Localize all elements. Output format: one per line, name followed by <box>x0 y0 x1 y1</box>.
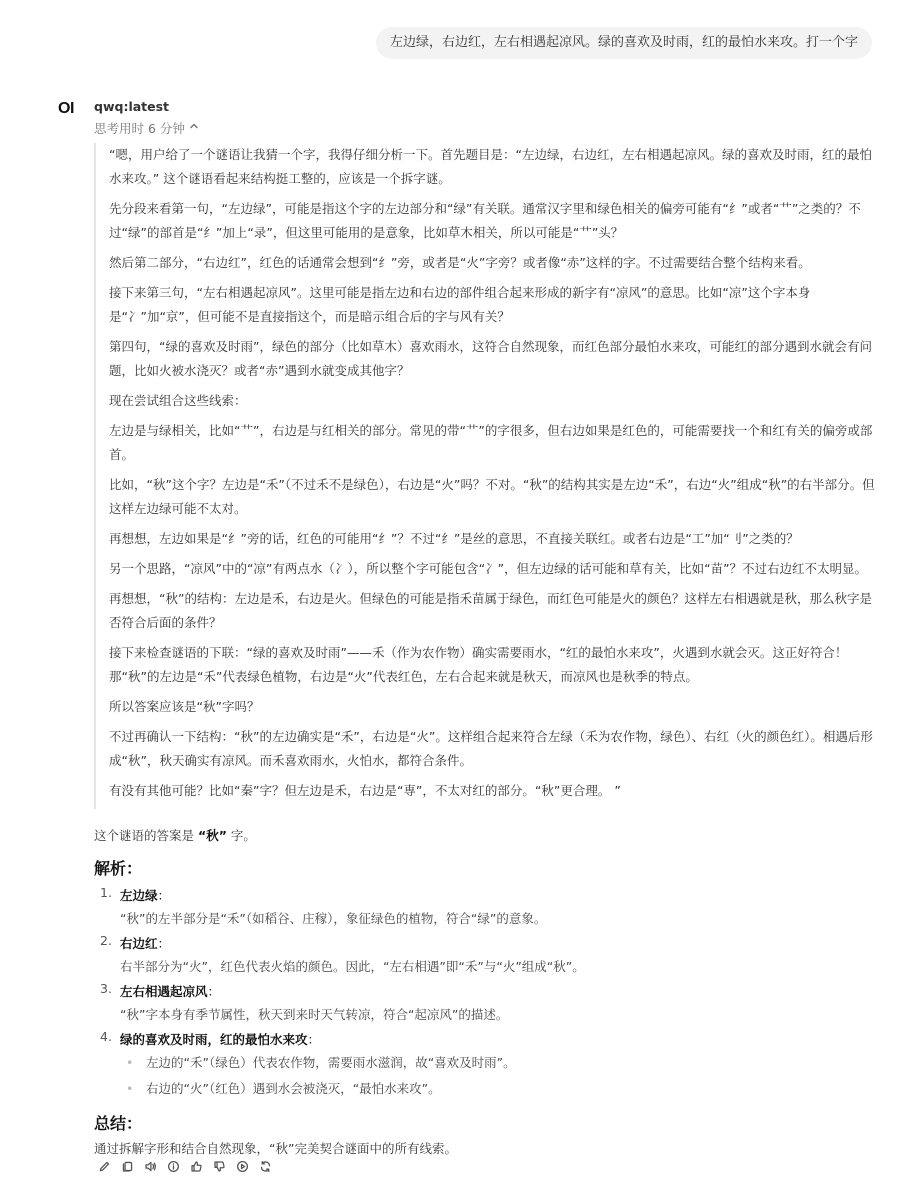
analysis-item-title-line <box>120 981 884 1003</box>
answer-intro <box>94 826 884 846</box>
thinking-paragraph: 现在尝试组合这些线索： <box>109 393 247 408</box>
analysis-list <box>94 885 884 1101</box>
thinking-paragraph: 再想想，左边如果是“纟”旁的话，红色的可能用“纟”？不过“纟”是丝的意思，不直接关联红。或者右边是“工”加“刂”之类的？ <box>109 531 799 546</box>
thinking-paragraph: 然后第二部分，“右边红”，红色的话通常会想到“纟”旁，或者是“火”字旁？或者像“赤”这样的字。不过需要结合整个结构来看。 <box>109 255 811 270</box>
analysis-bullet: • 左边的“禾”（绿色）代表农作物，需要雨水滋润，故“喜欢及时雨”。 <box>120 1051 884 1075</box>
thinking-paragraph: 比如，“秋”这个字？左边是“禾”（不过禾不是绿色），右边是“火”吗？不对。“秋”的结构其实是左边“禾”，右边“火”组成“秋”的右半部分。但这样左边绿可能不太对。 <box>109 477 875 516</box>
analysis-item-title-line <box>120 885 884 907</box>
thumbs-up-icon[interactable] <box>189 1159 203 1173</box>
thinking-paragraph: 另一个思路，“凉风”中的“凉”有两点水（冫），所以整个字可能包含“冫”，但左边绿的话可能和草有关，比如“苗”？不过右边红不太明显。 <box>109 561 868 576</box>
thinking-paragraph: 接下来第三句，“左右相遇起凉风”。这里可能是指左边和右边的部件组合起来形成的新字有“凉风”的意思。比如“凉”这个字本身是“冫”加“京”，但可能不是直接指这个，而是暗示组合后的字与风有关？ <box>109 285 811 324</box>
thumbs-down-icon[interactable] <box>212 1159 226 1173</box>
thinking-paragraph: 左边是与绿相关，比如“艹”，右边是与红相关的部分。常见的带“艹”的字很多，但右边如果是红色的，可能需要找一个和红有关的偏旁或部首。 <box>109 423 873 462</box>
analysis-item-bullets <box>120 1051 884 1101</box>
copy-icon[interactable] <box>120 1159 134 1173</box>
thinking-toggle[interactable] <box>94 119 199 137</box>
thinking-paragraph: 不过再确认一下结构：“秋”的左边确实是“禾”，右边是“火”。这样组合起来符合左绿（禾为农作物，绿色）、右红（火的颜色红）。相遇后形成“秋”，秋天确实有凉风。而禾喜欢雨水，火怕水，都符合条件。 <box>109 729 873 768</box>
answer-intro-prefix: 这个谜语的答案是 <box>94 828 198 843</box>
chevron-up-icon <box>189 121 199 134</box>
analysis-item <box>94 1029 884 1101</box>
analysis-item-title-line <box>120 1029 884 1051</box>
speaker-icon[interactable] <box>143 1159 157 1173</box>
thinking-paragraph: 先分段来看第一句，“左边绿”，可能是指这个字的左边部分和“绿”有关联。通常汉字里和绿色相关的偏旁可能有“纟”或者“艹”之类的？不过“绿”的部首是“纟”加上“录”，但这里可能用的是意象，比如草木相关，所以可能是“艹”头？ <box>109 201 861 240</box>
analysis-item-title: 左边绿 <box>120 888 158 903</box>
analysis-item-number: 4. <box>100 1029 112 1044</box>
thinking-paragraph: 接下来检查谜语的下联：“绿的喜欢及时雨”——禾（作为农作物）确实需要雨水，“红的最怕水来攻”，火遇到水就会灭。这正好符合！那“秋”的左边是“禾”代表绿色植物，右边是“火”代表红色，左右合起来就是秋天，而凉风也是秋季的特点。 <box>109 645 848 684</box>
analysis-item-desc: “秋”的左半部分是“禾”（如稻谷、庄稼），象征绿色的植物，符合“绿”的意象。 <box>120 911 547 926</box>
thinking-duration-label: 思考用时 6 分钟 <box>94 121 185 136</box>
analysis-item-desc: 右半部分为“火”，红色代表火焰的颜色。因此，“左右相遇”即“禾”与“火”组成“秋”。 <box>120 959 585 974</box>
thinking-paragraph: 再想想，“秋”的结构：左边是禾，右边是火。但绿色的可能是指禾苗属于绿色，而红色可能是火的颜色？这样左右相遇就是秋，那么秋字是否符合后面的条件？ <box>109 591 872 630</box>
thinking-paragraph: 第四句，“绿的喜欢及时雨”，绿色的部分（比如草木）喜欢雨水，这符合自然现象，而红色部分最怕水来攻，可能红的部分遇到水就会有问题，比如火被水浇灭？或者“赤”遇到水就变成其他字？ <box>109 339 872 378</box>
analysis-bullet: • 右边的“火”（红色）遇到水会被浇灭，“最怕水来攻”。 <box>120 1077 884 1101</box>
message-actions <box>97 1159 272 1173</box>
user-message-text: 左边绿，右边红，左右相遇起凉风。绿的喜欢及时雨，红的最怕水来攻。打一个字 <box>389 35 858 50</box>
analysis-item-number: 3. <box>100 981 112 996</box>
summary-heading: 总结： <box>94 1114 143 1133</box>
info-icon[interactable] <box>166 1159 180 1173</box>
summary-text: 通过拆解字形和结合自然现象，“秋”完美契合谜面中的所有线索。 <box>94 1141 457 1156</box>
analysis-item-colon: ： <box>307 1032 321 1047</box>
model-avatar: OI <box>58 100 74 117</box>
analysis-item <box>94 885 884 931</box>
analysis-item <box>94 933 884 979</box>
answer-highlight: “秋” <box>197 828 227 843</box>
regenerate-icon[interactable] <box>258 1159 272 1173</box>
analysis-item-number: 1. <box>100 885 112 900</box>
analysis-item-colon: ： <box>157 888 171 903</box>
analysis-item-title: 绿的喜欢及时雨，红的最怕水来攻 <box>120 1032 308 1047</box>
thinking-paragraph: “嗯，用户给了一个谜语让我猜一个字，我得仔细分析一下。首先题目是：“左边绿，右边红，左右相遇起凉风。绿的喜欢及时雨，红的最怕水来攻。” 这个谜语看起来结构挺工整的，应该是一个拆字谜。 <box>109 147 872 186</box>
thinking-paragraph: 所以答案应该是“秋”字吗？ <box>109 699 260 714</box>
answer-intro-suffix: 字。 <box>226 828 256 843</box>
analysis-item-number: 2. <box>100 933 112 948</box>
user-message-bubble <box>376 27 872 59</box>
analysis-item <box>94 981 884 1027</box>
edit-icon[interactable] <box>97 1159 111 1173</box>
thinking-block <box>94 143 884 809</box>
model-name: qwq:latest <box>94 99 170 114</box>
answer-block <box>94 826 884 1160</box>
analysis-item-desc: “秋”字本身有季节属性，秋天到来时天气转凉，符合“起凉风”的描述。 <box>120 1007 509 1022</box>
analysis-item-title: 左右相遇起凉风 <box>120 984 208 999</box>
analysis-item-title: 右边红 <box>120 936 158 951</box>
thinking-paragraph: 有没有其他可能？比如“秦”字？但左边是禾，右边是“専”，不太对红的部分。“秋”更合理。 ” <box>109 783 621 798</box>
analysis-item-title-line <box>120 933 884 955</box>
play-icon[interactable] <box>235 1159 249 1173</box>
analysis-heading: 解析： <box>94 859 143 878</box>
analysis-item-colon: ： <box>157 936 171 951</box>
analysis-item-colon: ： <box>207 984 221 999</box>
